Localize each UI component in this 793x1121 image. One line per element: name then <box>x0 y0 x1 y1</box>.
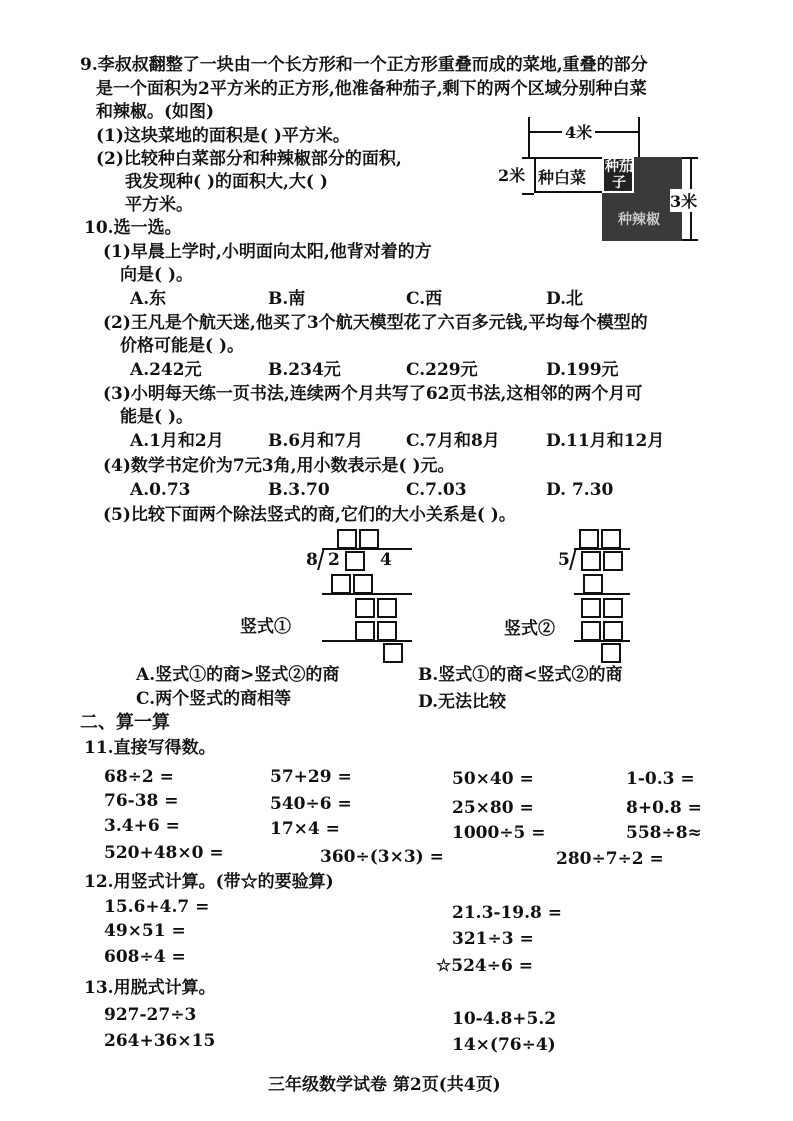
q11-item: 1-0.3 = <box>626 769 695 789</box>
q10-s3b: 能是( )。 <box>120 407 194 427</box>
q10-s2-opt-c: C.229元 <box>406 360 478 380</box>
q11-item: 8+0.8 = <box>626 798 702 818</box>
q9-part1: (1)这块菜地的面积是( )平方米。 <box>96 126 350 146</box>
q12-item: 21.3-19.8 = <box>452 903 563 923</box>
q10-s4: (4)数学书定价为7元3角,用小数表示是( )元。 <box>103 456 455 476</box>
q10-s2a: (2)王凡是个航天迷,他买了3个航天模型花了六百多元钱,平均每个模型的 <box>103 313 648 333</box>
q10-s1-opt-a: A.东 <box>130 289 167 309</box>
q11-item: 520+48×0 = <box>104 843 224 863</box>
q10-s4-opt-b: B.3.70 <box>268 480 330 500</box>
q11-item: 17×4 = <box>270 819 340 839</box>
q11-item: 540÷6 = <box>270 794 352 814</box>
q10-s1-opt-b: B.南 <box>268 289 306 309</box>
q12-title: 12.用竖式计算。(带☆的要验算) <box>84 872 334 892</box>
q11-item: 68÷2 = <box>104 767 174 787</box>
eggplant-label-1: 种茄 <box>605 159 633 175</box>
q12-item: ☆524÷6 = <box>436 956 533 976</box>
q10-s4-opt-d: D. 7.30 <box>546 480 614 500</box>
division-2 <box>500 528 660 658</box>
q11-item: 57+29 = <box>270 767 352 787</box>
q12-item: 15.6+4.7 = <box>104 897 210 917</box>
q9-line1: 9.李叔叔翻整了一块由一个长方形和一个正方形重叠而成的菜地,重叠的部分 <box>80 55 648 75</box>
q10-title: 10.选一选。 <box>84 218 182 238</box>
q9-line3: 和辣椒。(如图) <box>96 102 215 122</box>
q11-title: 11.直接写得数。 <box>84 738 216 758</box>
q11-item: 25×80 = <box>452 798 534 818</box>
eggplant-label-2: 子 <box>612 175 626 191</box>
division-1 <box>240 528 420 658</box>
q10-s1b: 向是( )。 <box>120 265 194 285</box>
q11-item: 360÷(3×3) = <box>320 847 444 867</box>
division-1-divisor: 8 <box>306 550 318 570</box>
q9-line2: 是一个面积为2平方米的正方形,他准备种茄子,剩下的两个区域分别种白菜 <box>96 79 647 99</box>
q12-item: 608÷4 = <box>104 947 186 967</box>
q10-s4-opt-c: C.7.03 <box>406 480 467 500</box>
pepper-label: 种辣椒 <box>618 212 660 228</box>
q10-s5: (5)比较下面两个除法竖式的商,它们的大小关系是( )。 <box>103 505 516 525</box>
q10-s3-opt-a: A.1月和2月 <box>130 431 224 451</box>
q13-item: 927-27÷3 <box>104 1005 197 1025</box>
q10-s3-opt-b: B.6月和7月 <box>268 431 363 451</box>
q10-s3a: (3)小明每天练一页书法,连续两个月共写了62页书法,这相邻的两个月可 <box>103 384 643 404</box>
q10-s2-opt-d: D.199元 <box>546 360 619 380</box>
q13-item: 14×(76÷4) <box>452 1035 556 1055</box>
q12-item: 321÷3 = <box>452 929 534 949</box>
q10-s1-opt-d: D.北 <box>546 289 584 309</box>
q13-title: 13.用脱式计算。 <box>84 978 216 998</box>
page-footer: 三年级数学试卷 第2页(共4页) <box>268 1075 501 1095</box>
q10-s1-opt-c: C.西 <box>406 289 443 309</box>
division-2-label: 竖式② <box>504 619 555 639</box>
q9-part2a: (2)比较种白菜部分和种辣椒部分的面积, <box>96 149 402 169</box>
q10-s2-opt-a: A.242元 <box>130 360 202 380</box>
division-1-d3: 4 <box>380 550 392 570</box>
division-2-divisor: 5 <box>558 550 570 570</box>
q11-item: 280÷7÷2 = <box>556 849 664 869</box>
q11-item: 3.4+6 = <box>104 816 180 836</box>
q10-s5-opt-d: D.无法比较 <box>418 692 507 712</box>
q10-s5-opt-b: B.竖式①的商<竖式②的商 <box>418 665 623 685</box>
q10-s2-opt-b: B.234元 <box>268 360 341 380</box>
q11-item: 558÷8≈ <box>626 823 702 843</box>
section-2-heading: 二、算一算 <box>80 712 170 733</box>
q11-item: 1000÷5 = <box>452 823 546 843</box>
q9-part2b: 我发现种( )的面积大,大( ) <box>125 172 328 192</box>
fig-right-length: 3米 <box>670 189 697 212</box>
q10-s2b: 价格可能是( )。 <box>120 336 245 356</box>
q10-s5-opt-c: C.两个竖式的商相等 <box>136 689 292 709</box>
q10-s3-opt-d: D.11月和12月 <box>546 431 665 451</box>
q10-s1a: (1)早晨上学时,小明面向太阳,他背对着的方 <box>103 242 432 262</box>
q13-item: 10-4.8+5.2 <box>452 1009 557 1029</box>
division-1-d1: 2 <box>328 550 340 570</box>
q10-s4-opt-a: A.0.73 <box>130 480 191 500</box>
cabbage-label: 种白菜 <box>538 168 587 187</box>
q11-item: 76-38 = <box>104 791 179 811</box>
q9-part2c: 平方米。 <box>125 195 193 215</box>
q12-item: 49×51 = <box>104 921 186 941</box>
fig-left-length: 2米 <box>498 166 526 185</box>
fig-top-length: 4米 <box>562 120 595 143</box>
garden-diagram <box>498 117 698 247</box>
division-1-label: 竖式① <box>240 617 291 637</box>
q11-item: 50×40 = <box>452 769 534 789</box>
q10-s3-opt-c: C.7月和8月 <box>406 431 500 451</box>
q10-s5-opt-a: A.竖式①的商>竖式②的商 <box>136 665 340 685</box>
q13-item: 264+36×15 <box>104 1031 216 1051</box>
